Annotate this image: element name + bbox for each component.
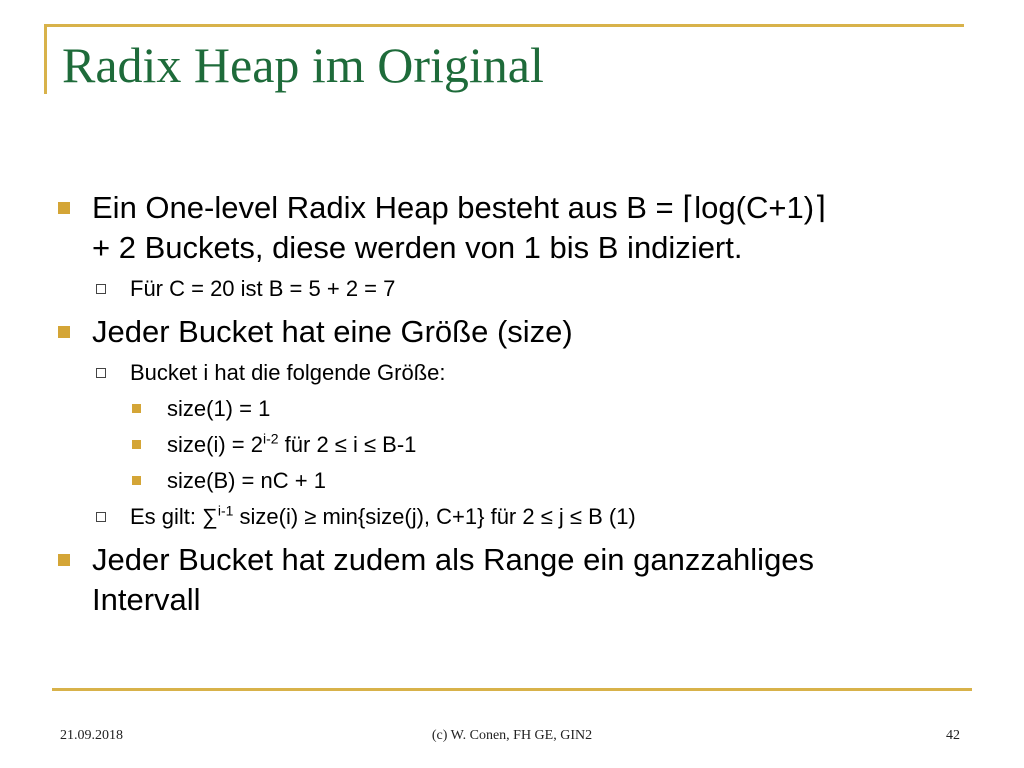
bullet-2-sub-1 [52, 358, 982, 388]
slide-content [52, 180, 982, 620]
square-bullet-icon [132, 476, 141, 485]
square-bullet-icon [58, 202, 70, 214]
square-bullet-icon [132, 404, 141, 413]
bullet-3-line-1: Jeder Bucket hat zudem als Range ein ganzzahliges [92, 542, 815, 577]
bullet-1-sub-1-text: Für C = 20 ist B = 5 + 2 = 7 [130, 276, 396, 301]
sum-exponent: i-1 [217, 502, 234, 519]
size-i-formula-post: für 2 ≤ i ≤ B-1 [278, 432, 417, 457]
square-bullet-icon [58, 326, 70, 338]
slide-title: Radix Heap im Original [62, 37, 544, 93]
bullet-2-sub-1-item-2 [52, 430, 982, 460]
size-i-formula-pre: size(i) = 2 [167, 432, 263, 457]
footer-divider [52, 688, 972, 691]
size-b-formula: size(B) = nC + 1 [167, 468, 326, 493]
footer-page-number: 42 [946, 728, 960, 743]
bullet-3-line-2: Intervall [92, 582, 201, 617]
square-bullet-icon [132, 440, 141, 449]
bullet-2-sub-1-item-3 [52, 466, 982, 496]
frame-top-line [44, 24, 964, 27]
size-i-exponent: i-2 [262, 430, 279, 447]
bullet-2-sub-1-item-1 [52, 394, 982, 424]
frame-left-line [44, 24, 47, 94]
square-bullet-icon [58, 554, 70, 566]
size-1-formula: size(1) = 1 [167, 396, 271, 421]
bullet-2-text: Jeder Bucket hat eine Größe (size) [92, 314, 573, 349]
hollow-square-bullet-icon [96, 368, 106, 378]
sum-formula-post: size(i) ≥ min{size(j), C+1} für 2 ≤ j ≤ B (1) [233, 504, 636, 529]
bullet-1-sub-1 [52, 274, 982, 304]
sum-formula-pre: Es gilt: ∑ [130, 504, 218, 529]
bullet-1-line-1: Ein One-level Radix Heap besteht aus B = ⌈log(C+1)⌉ [92, 190, 827, 225]
bullet-1-line-2: + 2 Buckets, diese werden von 1 bis B indiziert. [92, 230, 743, 265]
bullet-2-sub-2 [52, 502, 982, 532]
hollow-square-bullet-icon [96, 284, 106, 294]
bullet-2 [52, 312, 982, 352]
hollow-square-bullet-icon [96, 512, 106, 522]
bullet-1 [52, 188, 982, 268]
bullet-3 [52, 540, 982, 620]
footer-author: (c) W. Conen, FH GE, GIN2 [431, 728, 593, 743]
bullet-2-sub-1-text: Bucket i hat die folgende Größe: [130, 360, 446, 385]
footer-date: 21.09.2018 [60, 728, 123, 743]
